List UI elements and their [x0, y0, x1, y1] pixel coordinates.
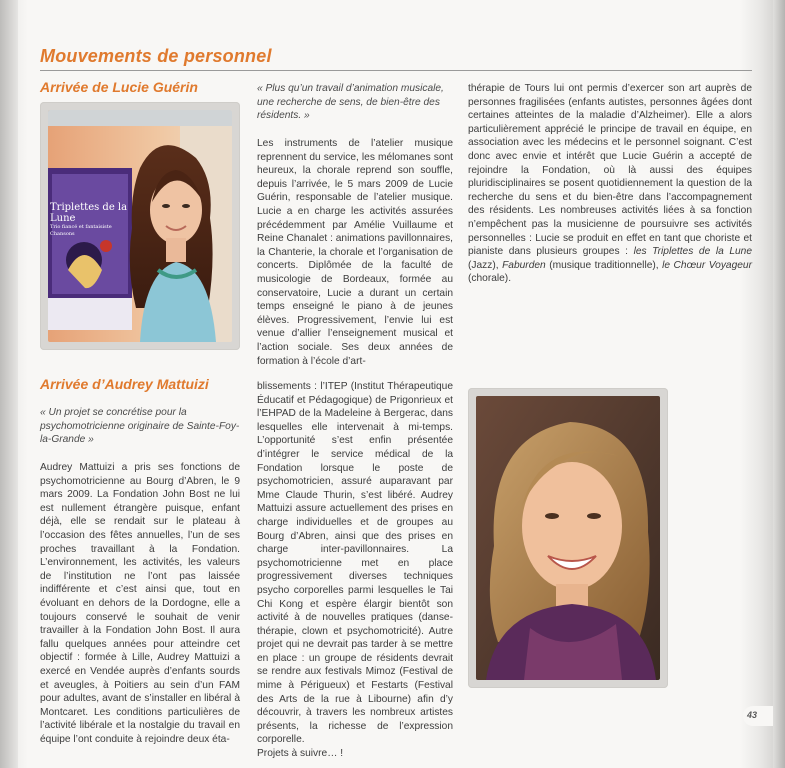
article1-subhead: Arrivée de Lucie Guérin [40, 79, 198, 95]
audrey-portrait-image [476, 396, 660, 680]
article2-closing: Projets à suivre… ! [257, 748, 344, 760]
lucie-photo [48, 110, 232, 342]
group-triplettes-style: (Jazz), [468, 259, 503, 271]
lucie-photo-frame [40, 102, 240, 350]
article2-paragraph: Audrey Mattuizi a pris ses fonctions de psychomotricienne au Bourg d’Abren, le 9 mars 2009. La Fondation John Bost ne lui est nullement étrangère puisque, enfant déjà, elle se rendait sur le plateau à l’occasion des fêtes annuelles, l’un de ses proches travaillant à la Fondation. L’environnement, les activités, les valeurs de l’institution ne l’ont pas laissée indifférente et c’est ainsi que, tout en évoluant en dehors de la Dordogne, elle a toujours conservé le souhait de venir travailler à la Fondation John Bost. Il aura fallu quelques années pour atteindre cet objectif : formée à Lille, Audrey Mattuizi a exercé en Vendée auprès d’enfants sourds et aveugles, à Poitiers au sein d’un FAM pour adultes, avant de s’installer en libéral à Montcaret. Les conditions particulières de l’activité libérale et la nostalgie du travail en équipe l’ont conduite à rejoindre deux éta- [40, 462, 240, 745]
article1-paragraph: Les instruments de l’atelier musique reprennent du service, les mélomanes sont heureux, la chorale reprend son souffle, depuis l’arrivée, le 5 mars 2009 de Lucie Guérin, responsable de l’atelier musique. Lucie a en charge les activités assurées précédemment par Amélie Vuillaume et Reine Chanalet : animations pavillonnaires, la Chanterie, la chorale et l’organisation de concerts. Diplômée de la faculté de musicologie de Bordeaux, formée au conservatoire, Lucie a durant un certain temps enseigné le piano à de jeunes élèves. Progressivement, l’envie lui est venue d’allier l’enseignement musical et l’action sociale. Ses deux années de formation à l’école d’art- [257, 138, 453, 367]
section-title: Mouvements de personnel [40, 46, 272, 66]
article2-subhead: Arrivée d’Audrey Mattuizi [40, 376, 209, 392]
section-divider [40, 70, 752, 71]
poster-subtitle: Trio fiancé et fantaisiste Chansons [50, 224, 112, 237]
group-triplettes: les Triplettes de la Lune [633, 246, 752, 258]
page-edge [773, 0, 785, 768]
audrey-photo [476, 396, 660, 680]
article2-paragraph-continued: blissements : l’ITEP (Institut Thérapeutique Éducatif et Pédagogique) de Prigonrieux et l’EHPAD de la Madeleine à Bergerac, dans lesquelles elle intervenait à mi-temps. L’opportunité s’est enfin présentée d’intégrer le service médical de la Fondation lorsque le poste de psychomotricien, assuré auparavant par Mme Claude Thurin, s’est libéré. Audrey Mattuizi assure actuellement des prises en charge individuelles et de groupes au Bourg d’Abren, ainsi que des prises en charge inter-pavillonnaires. La psychomotricienne met en place progressivement diverses techniques psycho corporelles parmi lesquelles le Tai Chi Kong et espère élargir bientôt son activité à de nouvelles pratiques (danse-thérapie, clown et psychomotricité). Autre projet qui ne devrait pas tarder à se mettre en place : un groupe de résidents devrait se rendre aux festivals Mimoz (Festival de mime à Périgueux) et Festarts (Festival des Arts de la rue à Libourne) afin d’y découvrir, à travers les nombreux artistes présents, la richesse de l’expression corporelle. [257, 381, 453, 746]
page-spine [0, 0, 18, 768]
article1-paragraph-continued [468, 82, 752, 286]
article1-quote: « Plus qu’un travail d’animation musicale, une recherche de sens, de bien-être des résidents. » [257, 83, 444, 122]
poster [48, 168, 132, 330]
article1-body-col2 [257, 137, 453, 368]
audrey-photo-frame [468, 388, 668, 688]
group-faburden: Faburden [502, 259, 546, 271]
article2-quote: « Un projet se concrétise pour la psychomotricienne originaire de Sainte-Foy-la-Grande » [40, 407, 240, 446]
article2-body-col1 [40, 461, 240, 746]
poster-title: Triplettes de la Lune [50, 202, 128, 224]
article1-body-col3 [468, 82, 752, 286]
group-faburden-style: (musique traditionnelle), [545, 259, 663, 271]
page-number: 43 [746, 710, 757, 720]
article1-body-text: thérapie de Tours lui ont permis d’exercer son art auprès de personnes fragilisées (enfants autistes, personnes âgées dont certaines atteintes de la maladie d’Alzheimer). Elle a alors particulièrement apprécié le principe de travail en équipe, en association avec les médecins et le personnel soignant. C’est donc avec envie et intérêt que Lucie Guérin a accepté de rejoindre la Fondation, où là aussi des équipes pluridisciplinaires se posent quotidiennement la question de la recherche du sens et du bien-être dans l’accompagnement des résidents. Les nombreuses activités liées à sa fonction n’empêchent pas la musicienne de poursuivre ses activités personnelles : Lucie se produit en effet en tant que choriste et pianiste dans plusieurs groupes : [468, 83, 752, 258]
group-choeur-style: (chorale). [468, 273, 512, 285]
group-choeur-voyageur: le Chœur Voyageur [662, 259, 752, 271]
lucie-portrait-image [48, 110, 232, 342]
article2-body-col2 [257, 380, 453, 761]
